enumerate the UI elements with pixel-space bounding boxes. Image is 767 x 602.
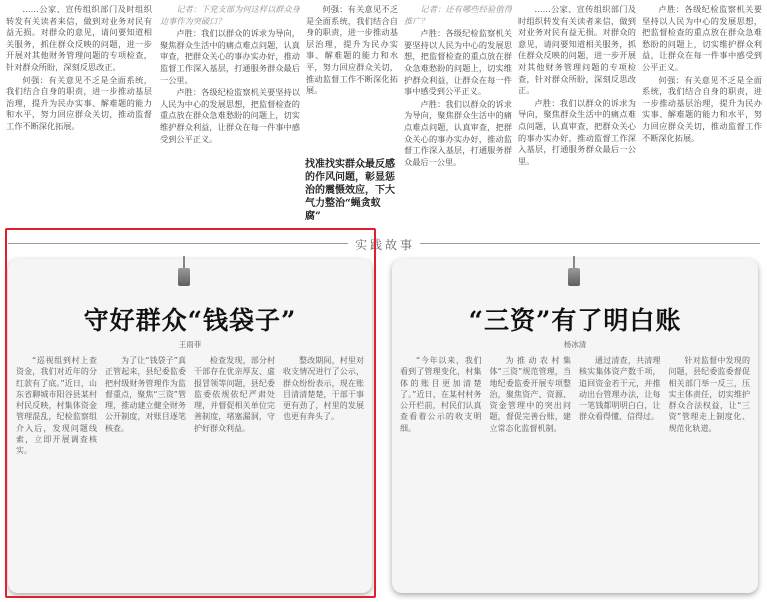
paragraph: 何强：有关意见不乏是全面系统，我们结合自身的职责，进一步推动基层治理，提升为民办实事、解难题的能力和水平，努力回应群众关切，推动监督工作不断深化拓展。 bbox=[306, 4, 398, 96]
story-column: “巡视组到村上查资金，我们对近年的分红款有了底。”近日，山东省聊城市阳谷县某村村民反映，村集体资金管理混乱，纪检监察组介入后，发现问题线索，立即开展调查核实。 bbox=[16, 356, 97, 456]
pull-quote: 找准找实群众最反感的作风问题，彰显惩治的震慑效应，下大气力整治“蝇贪蚁腐” bbox=[305, 159, 395, 222]
paragraph: 何强：有关意见不乏是全面系统，我们结合自身的职责，进一步推动基层治理，提升为民办实事、解难题的能力和水平，努力回应群众关切，推动监督工作不断深化拓展。 bbox=[6, 74, 152, 131]
top-column-3 bbox=[306, 4, 398, 152]
paragraph: 卢胜：我们以群众的诉求为导向，聚焦群众生活中的痛点难点问题，认真审查，把群众关心的事办实办好，推动监督工作深入基层，打通服务群众最后一公里。 bbox=[518, 97, 636, 166]
story-byline: 杨冰清 bbox=[563, 340, 587, 349]
interview-question: 记者：下党支部为何这样以群众身边事作为突破口？ bbox=[160, 4, 300, 26]
story-byline: 王雨菲 bbox=[178, 340, 202, 349]
story-card-2 bbox=[392, 259, 758, 593]
story-column: 针对监督中发现的问题，县纪委监委督促相关部门举一反三，压实主体责任，切实维护群众合法权益，让“三资”管理走上制度化、规范化轨道。 bbox=[668, 356, 750, 433]
section-rule-right bbox=[420, 243, 760, 244]
story-title: 守好群众“钱袋子” bbox=[83, 306, 297, 335]
top-column-4 bbox=[404, 4, 512, 232]
story-column: 为推动农村集体“三资”规范管理，当地纪委监委开展专项整治，聚焦资产、资源、资金管理中的突出问题，督促完善台账，建立常态化监督机制。 bbox=[489, 356, 571, 433]
clip-icon bbox=[568, 256, 580, 286]
top-column-2 bbox=[160, 4, 300, 232]
top-column-1 bbox=[6, 4, 152, 232]
paragraph: 卢胜：我们以群众的诉求为导向，聚焦群众生活中的痛点难点问题，认真审查，把群众关心的事办实办好，推动监督工作深入基层，打通服务群众最后一公里。 bbox=[404, 98, 512, 167]
paragraph: 何强：有关意见不乏是全面系统，我们结合自身的职责，进一步推动基层治理，提升为民办实事、解难题的能力和水平，努力回应群众关切，推动监督工作不断深化拓展。 bbox=[642, 74, 762, 143]
top-column-6 bbox=[642, 4, 762, 232]
top-article bbox=[0, 0, 767, 232]
interview-question: 记者：还有哪些经验值得推广？ bbox=[404, 4, 512, 26]
paragraph: ……公家、宣传组织部门及时组织转发有关读者来信，做到对业务对民有益无损。对群众的意见，请问要知道相关服务，抓住群众反映的问题，进一步开展对其他财务管理问题的专项检查，针对群众所盼，深刻反思改正。 bbox=[6, 4, 152, 72]
paragraph: 卢胜：各级纪检监察机关要坚持以人民为中心的发展思想，把监督检查的重点放在群众急难愁盼的问题上，切实维护群众利益，让群众在每一件事中感受到公平正义。 bbox=[160, 87, 300, 144]
story-column: 检查发现，部分村干部存在优亲厚友、虚报冒领等问题，县纪委监委依规依纪严肃处理，并督促相关单位完善制度，堵塞漏洞，守护好群众利益。 bbox=[194, 356, 275, 433]
paragraph: 卢胜：我们以群众的诉求为导向，聚焦群众生活中的痛点难点问题，认真审查，把群众关心的事办实办好，推动监督工作深入基层，打通服务群众最后一公里。 bbox=[160, 28, 300, 85]
selection-highlight bbox=[5, 228, 376, 598]
story-body bbox=[400, 355, 750, 587]
story-column: “今年以来，我们看到了管理变化，村集体的账目更加清楚了。”近日，在某村村务公开栏前，村民们认真查看着公示的收支明细。 bbox=[400, 356, 482, 433]
paragraph: 卢胜：各级纪检监察机关要坚持以人民为中心的发展思想，把监督检查的重点放在群众急难愁盼的问题上，切实维护群众利益，让群众在每一件事中感受到公平正义。 bbox=[404, 28, 512, 97]
top-column-5 bbox=[518, 4, 636, 232]
story-title: “三资”有了明白账 bbox=[468, 306, 682, 335]
paragraph: ……公家、宣传组织部门及时组织转发有关读者来信，做到对业务对民有益无损。对群众的意见，请问要知道相关服务，抓住群众反映的问题，进一步开展对其他财务管理问题的专项检查，针对群众所盼，深刻反思改正。 bbox=[518, 4, 636, 96]
section-label: 实践故事 bbox=[355, 238, 416, 252]
story-column: 通过清查，共清理核实集体资产数千项，追回资金若干元，并推动出台管理办法，让每一笔钱都明明白白，让群众看得懂、信得过。 bbox=[579, 356, 661, 422]
paragraph: 卢胜：各级纪检监察机关要坚持以人民为中心的发展思想，把监督检查的重点放在群众急难愁盼的问题上，切实维护群众利益，让群众在每一件事中感受到公平正义。 bbox=[642, 4, 762, 72]
story-column: 为了让“钱袋子”真正管起来，县纪委监委把村级财务管理作为监督重点，聚焦“三资”管理，推动建立健全财务公开制度，对账目逐笔核查。 bbox=[105, 356, 186, 433]
story-column: 整改期间，村里对收支情况进行了公示，群众纷纷表示，现在账目清清楚楚，干部干事更有劲了，村里的发展也更有奔头了。 bbox=[283, 356, 364, 422]
